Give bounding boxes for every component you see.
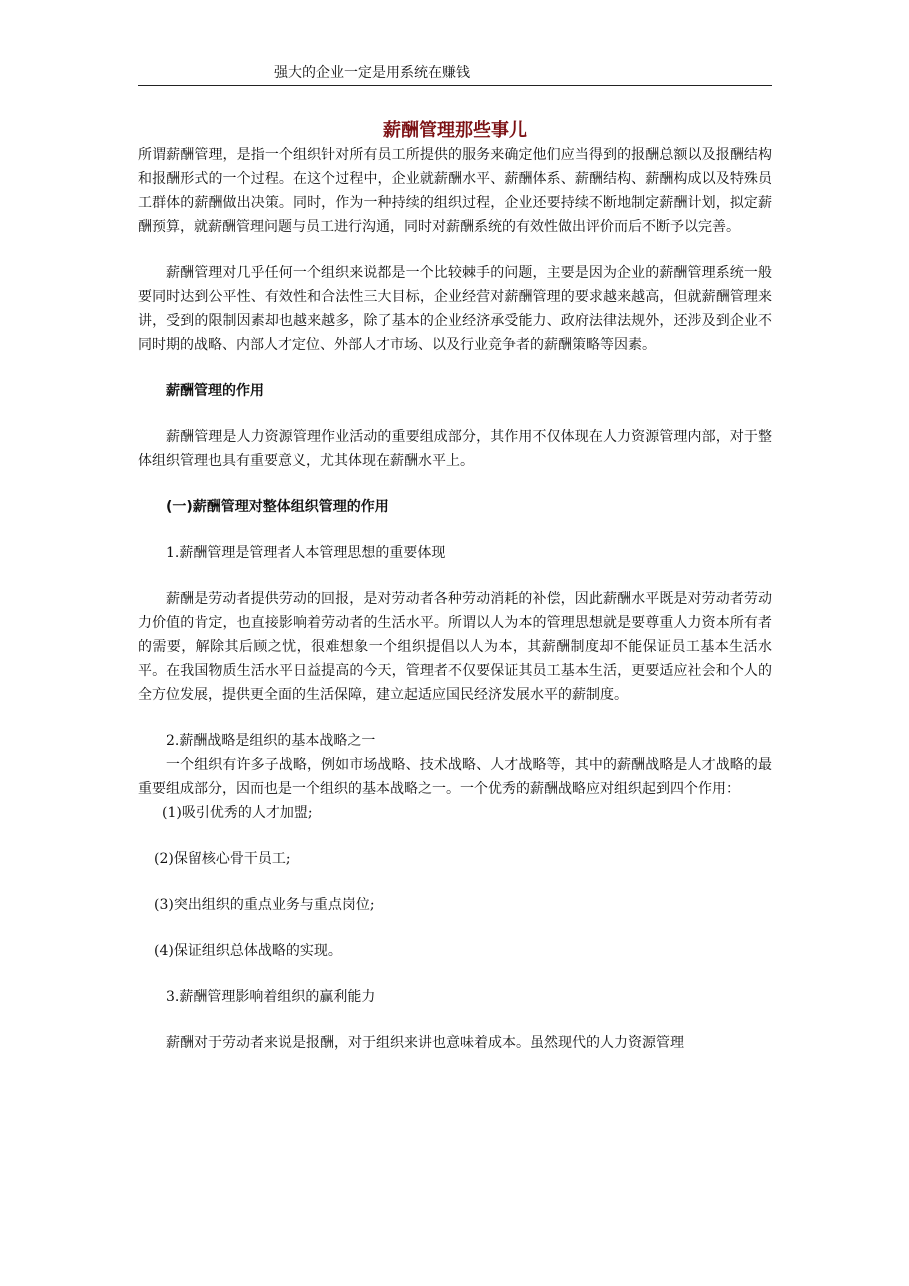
header-text: 强大的企业一定是用系统在赚钱 <box>274 65 470 81</box>
paragraph-intro: 所谓薪酬管理，是指一个组织针对所有员工所提供的服务来确定他们应当得到的报酬总额以及报酬结构和报酬形式的一个过程。在这个过程中，企业就薪酬水平、薪酬体系、薪酬结构、薪酬构成以及特殊员工群体的薪酬做出决策。同时，作为一种持续的组织过程，企业还要持续不断地制定薪酬计划，拟定薪酬预算，就薪酬管理问题与员工进行沟通，同时对薪酬系统的有效性做出评价而后不断予以完善。 <box>138 147 772 235</box>
paragraph-role: 薪酬管理是人力资源管理作业活动的重要组成部分，其作用不仅体现在人力资源管理内部，对于整体组织管理也具有重要意义，尤其体现在薪酬水平上。 <box>138 429 772 469</box>
paragraph-difficulty: 薪酬管理对几乎任何一个组织来说都是一个比较棘手的问题，主要是因为企业的薪酬管理系统一般要同时达到公平性、有效性和合法性三大目标，企业经营对薪酬管理的要求越来越高，但就薪酬管理来讲，受到的限制因素却也越来越多，除了基本的企业经济承受能力、政府法律法规外，还涉及到企业不同时期的战略、内部人才定位、外部人才市场、以及行业竞争者的薪酬策略等因素。 <box>138 265 772 353</box>
list-item-4: (4)保证组织总体战略的实现。 <box>154 943 342 959</box>
heading-org-management: (一)薪酬管理对整体组织管理的作用 <box>166 499 389 515</box>
subheading-2: 2.薪酬战略是组织的基本战略之一 <box>166 733 376 749</box>
document-page <box>138 0 772 1051</box>
list-item-1: (1)吸引优秀的人才加盟; <box>162 805 313 821</box>
heading-role: 薪酬管理的作用 <box>166 383 264 399</box>
list-item-3: (3)突出组织的重点业务与重点岗位; <box>154 897 375 913</box>
subheading-1: 1.薪酬管理是管理者人本管理思想的重要体现 <box>166 545 446 561</box>
list-item-2: (2)保留核心骨干员工; <box>154 851 291 867</box>
page-header <box>138 0 772 86</box>
document-title: 薪酬管理那些事儿 <box>383 120 527 141</box>
subheading-3: 3.薪酬管理影响着组织的赢利能力 <box>166 989 376 1005</box>
paragraph-strategy: 一个组织有许多子战略，例如市场战略、技术战略、人才战略等，其中的薪酬战略是人才战略的最重要组成部分，因而也是一个组织的基本战略之一。一个优秀的薪酬战略应对组织起到四个作用： <box>138 757 772 797</box>
document-body <box>138 143 772 1055</box>
paragraph-profitability: 薪酬对于劳动者来说是报酬，对于组织来讲也意味着成本。虽然现代的人力资源管理 <box>166 1035 684 1051</box>
paragraph-people-oriented: 薪酬是劳动者提供劳动的回报，是对劳动者各种劳动消耗的补偿，因此薪酬水平既是对劳动者劳动力价值的肯定，也直接影响着劳动者的生活水平。所谓以人为本的管理思想就是要尊重人力资本所有者的需要，解除其后顾之忧，很难想象一个组织提倡以人为本，其薪酬制度却不能保证员工基本生活水平。在我国物质生活水平日益提高的今天，管理者不仅要保证其员工基本生活，更要适应社会和个人的全方位发展，提供更全面的生活保障，建立起适应国民经济发展水平的薪制度。 <box>138 591 772 703</box>
